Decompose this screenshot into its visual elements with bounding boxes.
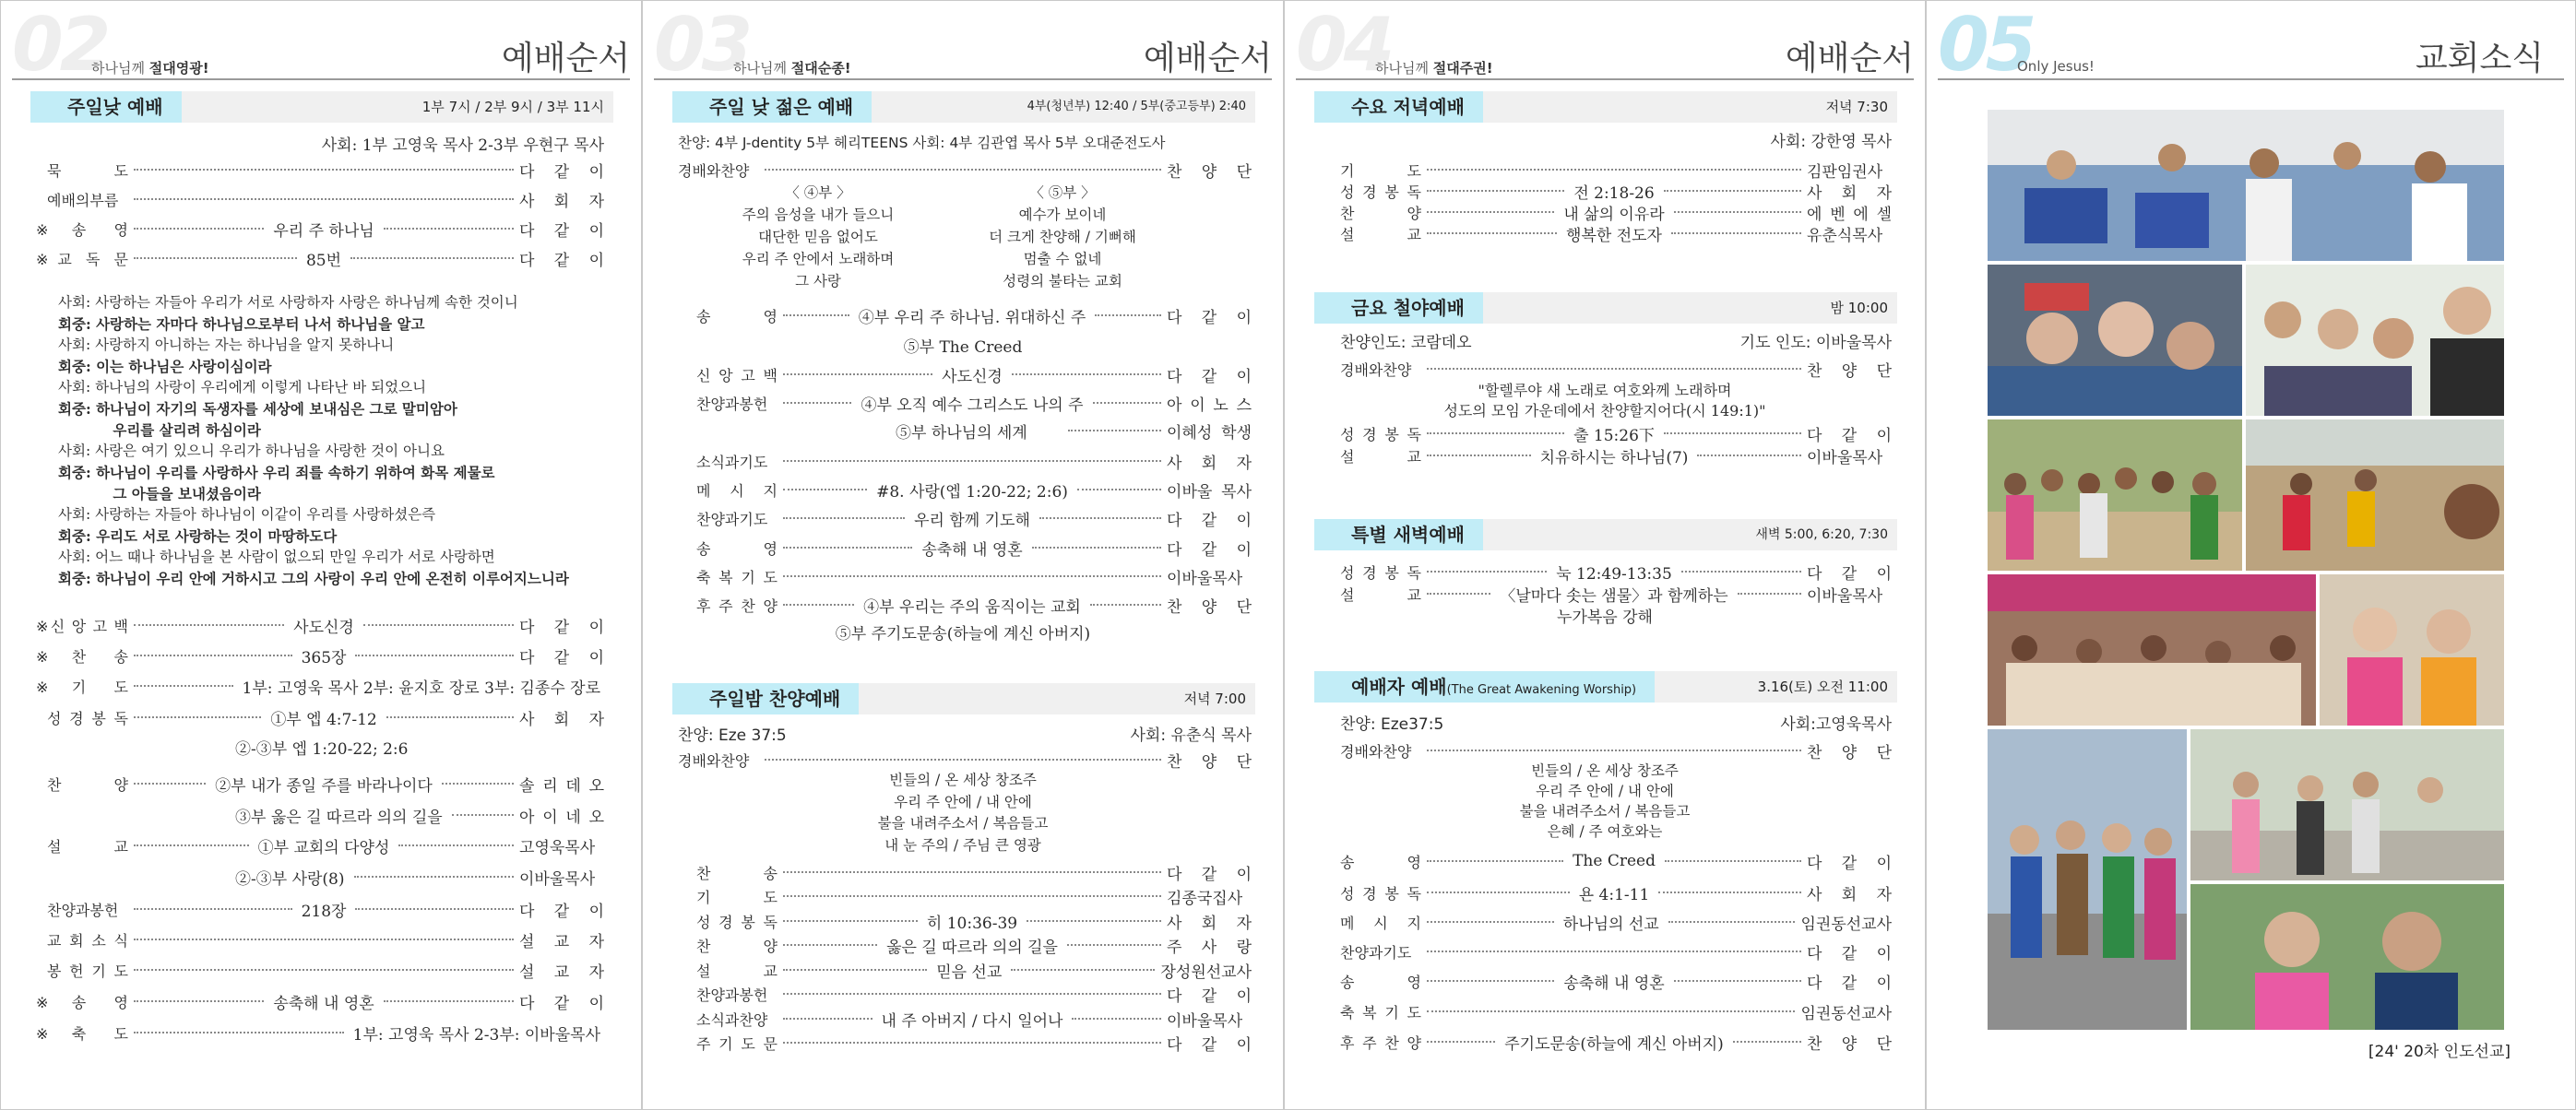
order-item-sub: ⑤부 주기도문송(하늘에 계신 아버지): [835, 625, 1091, 644]
section-time: 1부 7시 / 2부 9시 / 3부 11시: [421, 99, 604, 115]
order-item: ※송 영 우리 주 하나님 다 같 이: [36, 220, 604, 241]
photo-worship-crowd: [1988, 110, 2504, 261]
page-header: [12, 2, 630, 88]
order-item: 경배와찬양 찬 양 단: [1340, 360, 1892, 381]
info-line: 사회: 유춘식 목사: [1130, 726, 1252, 745]
order-item: 후 주 찬 양 주기도문송(하늘에 계신 아버지) 찬 양 단: [1340, 1033, 1892, 1054]
section-time: 저녁 7:00: [1183, 691, 1246, 707]
info-line: 찬양: Eze 37:5: [678, 726, 787, 745]
order-item: 설 교 ①부 교회의 다양성 고영욱목사: [47, 837, 596, 857]
section-title: 예배자 예배(The Great Awakening Worship): [1314, 671, 1655, 703]
order-item: ※축 도 1부: 고영욱 목사 2-3부: 이바울목사: [36, 1024, 600, 1045]
page-number: 04: [1296, 2, 1392, 88]
info-line: 찬양: 4부 J-dentity 5부 헤리TEENS 사회: 4부 김관엽 목사 5부 오대준전도사: [678, 135, 1166, 151]
order-item: ※기 도 1부: 고영욱 목사 2부: 윤지호 장로 3부: 김종수 장로: [36, 678, 600, 698]
order-item: 찬양과봉헌 ④부 오직 예수 그리스도 나의 주 아 이 노 스: [696, 395, 1252, 415]
info-line: 찬양: Eze37:5: [1340, 715, 1444, 734]
order-item: ②-③부 사랑(8) 이바울목사: [235, 869, 596, 889]
page-05: [1926, 0, 2576, 1110]
page-title: 예배순서: [1143, 40, 1272, 77]
section-header: [672, 91, 1255, 123]
page-03: [642, 0, 1284, 1110]
host-line: 사회: 1부 고영욱 목사 2-3부 우현구 목사: [321, 136, 604, 155]
order-item: 기 도 김판임권사: [1340, 161, 1883, 182]
order-item: 소식과찬양 내 주 아버지 / 다시 일어나 이바울목사: [696, 1010, 1243, 1031]
section-time: 4부(청년부) 12:40 / 5부(중고등부) 2:40: [1027, 100, 1246, 113]
order-item: 송 영 ④부 우리 주 하나님. 위대하신 주 다 같 이: [696, 307, 1252, 327]
lyrics-list: 빈들의 / 온 세상 창조주 우리 주 안에 / 내 안에 불을 내려주소서 / 복음들고 내 눈 주의 / 주님 큰 영광: [877, 772, 1049, 854]
section-header: [672, 683, 1255, 714]
lyrics-list: 〈 ④부 〉 주의 음성을 내가 들으니 대단한 믿음 없어도 우리 주 안에서 노래하며 그 사랑: [742, 184, 895, 289]
order-item: 송 영 송축해 내 영혼 다 같 이: [696, 539, 1252, 560]
page-number: 05: [1938, 2, 2034, 88]
lyrics-list: 빈들의 / 온 세상 창조주 우리 주 안에 / 내 안에 불을 내려주소서 / 복음들고 은혜 / 주 여호와는: [1519, 762, 1691, 840]
section-title: 주일밤 찬양예배: [672, 683, 859, 714]
order-item: 묵 도 다 같 이: [47, 161, 604, 182]
order-item: 경배와찬양 찬 양 단: [678, 751, 1252, 772]
section-time: 저녁 7:30: [1825, 99, 1888, 115]
order-item: 교 회 소 식 설 교 자: [47, 931, 604, 951]
section-title: 주일낮 예배: [30, 91, 182, 123]
page-number: 03: [654, 2, 750, 88]
section-header: [1314, 91, 1897, 123]
order-item: 후 주 찬 양 ④부 우리는 주의 움직이는 교회 찬 양 단: [696, 596, 1252, 617]
section-title: 주일 낮 젊은 예배: [672, 91, 872, 123]
order-item: 찬 송 다 같 이: [696, 864, 1252, 884]
section-header: [1314, 671, 1897, 703]
order-item: 봉 헌 기 도 설 교 자: [47, 962, 604, 982]
photo-village-group: [1988, 419, 2242, 571]
order-item: ※신 앙 고 백 사도신경 다 같 이: [36, 617, 605, 637]
order-item: 송 영 The Creed 다 같 이: [1340, 852, 1893, 873]
section-time: 3.16(토) 오전 11:00: [1757, 679, 1888, 695]
section-time: 새벽 5:00, 6:20, 7:30: [1755, 527, 1888, 542]
order-item: ※찬 송 365장 다 같 이: [36, 647, 604, 667]
responsive-reading: 사회: 사랑하는 자들아 우리가 서로 사랑하자 사랑은 하나님께 속한 것이니 회중: 사랑하는 자마다 하나님으로부터 나서 하나님을 알고 사회: 사랑하지 아니하는 자는 하나님을 알지 못하나니 회중: 이는 하나님은 사랑이심이라 사회: 하나님의 사랑이 우리에게 이렇게 나타난 바 되었으니 회중: 하나님이 자기의 독생자를 세상에 보내심은 그로 말미암아 우리를 살리려 하심이라 사회: 사랑은 여기 있으니 우리가 하나님을 사랑한 것이 아니요 회중: 하나님이 우리를 사랑하사 우리 죄를 속하기 위하여 화목 제물로 그 아들을 보내셨음이라 사회: 사랑하는 자들아 하나님이 이같이 우리를 사랑하셨은즉 회중: 우리도 서로 사랑하는 것이 마땅하도다 사회: 어느 때나 하나님을 본 사람이 없으되 만일 우리가 서로 사랑하면 회중: 하나님이 우리 안에 거하시고 그의 사랑이 우리 안에 온전히 이루어지느니라: [58, 294, 569, 587]
order-item: 메 시 지 하나님의 선교 임권동선교사: [1340, 914, 1893, 934]
page-number: 02: [12, 2, 108, 88]
order-item: 기 도 김종국집사: [696, 888, 1243, 908]
order-item: 설 교 〈날마다 솟는 샘물〉과 함께하는 이바울목사: [1340, 585, 1883, 606]
lyrics-list: 〈 ⑤부 〉 예수가 보이네 더 크게 찬양해 / 기뻐해 멈출 수 없네 성령의 불타는 교회: [989, 184, 1136, 289]
page-header: [654, 2, 1272, 88]
scripture-quote: "할렐루야 새 노래로 여호와께 노래하며 성도의 모임 가운데에서 찬양할지어다(시 149:1)": [1443, 382, 1766, 419]
order-item: 성 경 봉 독 눅 12:49-13:35 다 같 이: [1340, 563, 1892, 584]
order-item: 설 교 행복한 전도자 유춘식목사: [1340, 225, 1883, 245]
order-item: 찬 양 옳은 길 따르라 의의 길을 주 사 랑: [696, 937, 1252, 957]
order-item: 주 기 도 문 다 같 이: [696, 1034, 1252, 1055]
order-item: 축 복 기 도 이바울목사: [696, 568, 1243, 588]
order-item: ③부 옳은 길 따르라 의의 길을 아 이 네 오: [235, 808, 604, 827]
order-item: 성 경 봉 독 출 15:26下 다 같 이: [1340, 425, 1893, 445]
photo-outdoor-selfie: [2246, 419, 2504, 571]
photo-group-selfie: [1988, 265, 2242, 416]
page-tagline: 하나님께 절대순종!: [733, 60, 851, 77]
order-item: 송 영 송축해 내 영혼 다 같 이: [1340, 973, 1892, 993]
photo-campus-group: [2190, 729, 2504, 880]
photo-team-outside: [1988, 729, 2187, 1030]
order-item: ⑤부 하나님의 세계 이혜성 학생: [896, 423, 1252, 443]
page-title: 예배순서: [501, 40, 630, 77]
order-item: 성 경 봉 독 전 2:18-26 사 회 자: [1340, 183, 1893, 203]
order-item: 찬양과봉헌 218장 다 같 이: [47, 901, 604, 921]
order-item: 예배의부름 사 회 자: [47, 191, 604, 211]
order-item: 찬양과기도 다 같 이: [1340, 943, 1892, 963]
info-line: 찬양인도: 코람데오: [1340, 334, 1472, 352]
page-02: [0, 0, 642, 1110]
info-line: 사회:고영욱목사: [1780, 715, 1892, 734]
page-tagline: 하나님께 절대주권!: [1375, 60, 1493, 77]
order-item: ②-③부 엡 1:20-22; 2:6: [235, 739, 409, 759]
photo-caption: [24' 20차 인도선교]: [2368, 1043, 2511, 1061]
section-header: [1314, 519, 1897, 550]
photo-two-smiling: [2190, 884, 2504, 1030]
page-tagline: 하나님께 절대영광!: [91, 60, 209, 77]
section-time: 밤 10:00: [1830, 300, 1888, 316]
section-header: [30, 91, 613, 123]
order-item: 소식과기도 사 회 자: [696, 453, 1252, 473]
order-item: 축 복 기 도 임권동선교사: [1340, 1003, 1892, 1023]
section-header: [1314, 292, 1897, 324]
order-item: 찬양과기도 우리 함께 기도해 다 같 이: [696, 510, 1252, 530]
order-item: 설 교 치유하시는 하나님(7) 이바울목사: [1340, 447, 1883, 467]
order-item: 성 경 봉 독 ①부 엡 4:7-12 사 회 자: [47, 709, 605, 729]
order-item: 찬 양 ②부 내가 종일 주를 바라나이다 솔 리 데 오: [47, 775, 604, 796]
order-item: 성 경 봉 독 욘 4:1-11 사 회 자: [1340, 884, 1892, 904]
section-title: 수요 저녁예배: [1314, 91, 1483, 123]
order-item: 설 교 믿음 선교 장성원선교사: [696, 962, 1252, 982]
page-title: 예배순서: [1785, 40, 1914, 77]
photo-women-group: [2246, 265, 2504, 416]
page-title: 교회소식: [2415, 40, 2544, 77]
order-item-sub: ⑤부 The Creed: [903, 338, 1023, 357]
order-item: 메 시 지 #8. 사랑(엡 1:20-22; 2:6) 이바울 목사: [696, 481, 1252, 502]
section-title: 특별 새벽예배: [1314, 519, 1483, 550]
order-item: 찬양과봉헌 다 같 이: [696, 986, 1252, 1006]
page-04: [1284, 0, 1926, 1110]
order-item-sub: 누가복음 강해: [1557, 608, 1653, 627]
page-header: [1938, 2, 2564, 88]
page-header: [1296, 2, 1914, 88]
order-item: 경배와찬양 찬 양 단: [1340, 742, 1892, 762]
photo-heart-hands: [2320, 574, 2504, 726]
photo-ladies-celebration: [1988, 574, 2316, 726]
order-item: 경배와찬양 찬 양 단: [678, 161, 1252, 182]
order-item: ※교 독 문 85번 다 같 이: [36, 250, 604, 270]
host-line: 사회: 강한영 목사: [1770, 133, 1892, 151]
info-line: 기도 인도: 이바울목사: [1739, 334, 1892, 352]
order-item: 신 앙 고 백 사도신경 다 같 이: [696, 366, 1252, 386]
order-item: ※송 영 송축해 내 영혼 다 같 이: [36, 993, 604, 1013]
order-item: 찬 양 내 삶의 이유라 에 벤 에 셀: [1340, 204, 1892, 224]
section-title: 금요 철야예배: [1314, 292, 1483, 324]
page-tagline: Only Jesus!: [2017, 58, 2095, 75]
order-item: 성 경 봉 독 히 10:36-39 사 회 자: [696, 913, 1252, 933]
